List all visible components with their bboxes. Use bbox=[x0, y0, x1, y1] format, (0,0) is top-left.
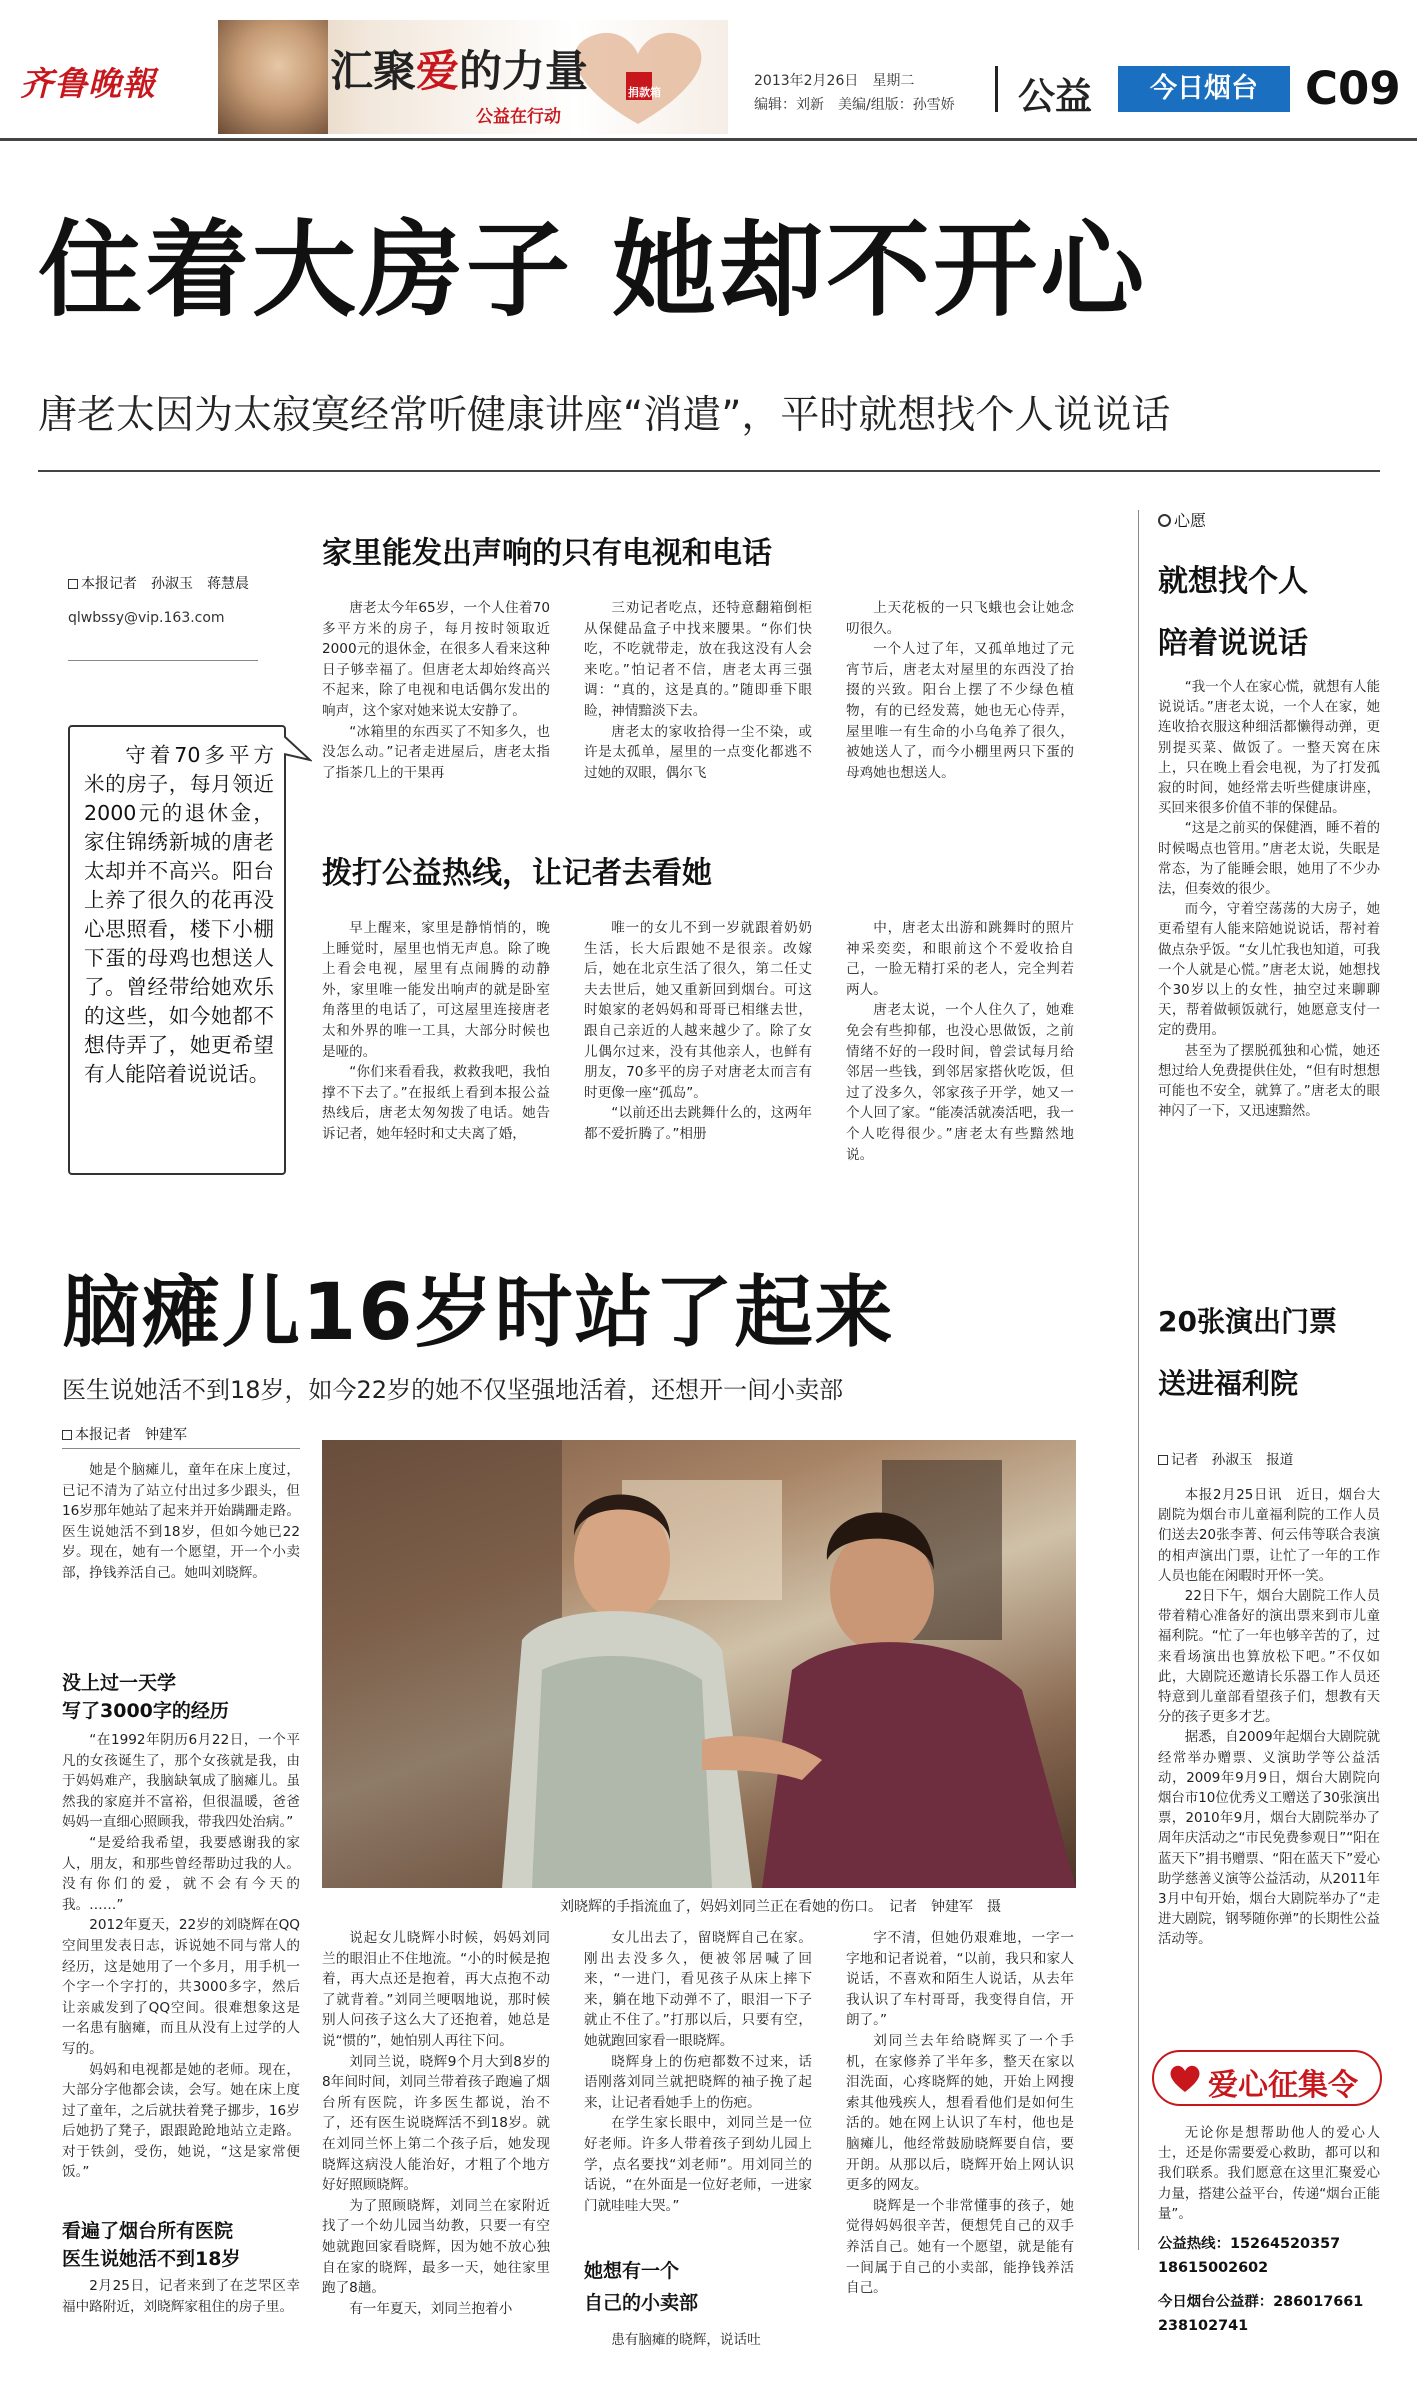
group-number-2: 238102741 bbox=[1158, 2318, 1249, 2334]
sub3-line2: 自己的小卖部 bbox=[584, 2292, 699, 2314]
edition-tag: 今日烟台 bbox=[1118, 66, 1290, 112]
love-body bbox=[1158, 2124, 1380, 2224]
group-label: 今日烟台公益群： bbox=[1158, 2294, 1274, 2310]
paragraph: 晓辉是一个非常懂事的孩子，她觉得妈妈很辛苦，便想凭自己的双手养活自己。她有一个愿望，就是能有一间属于自己的小卖部，能挣钱养活自己。 bbox=[846, 2197, 1074, 2297]
paragraph: 据悉，自2009年起烟台大剧院就经常举办赠票、义演助学等公益活动，2009年9月9日，烟台大剧院向烟台市10位优秀义工赠送了30张演出票，2010年9月，烟台大剧院举办了周年庆活动之“市民免费参观日”“阳在蓝天下”捐书赠票、“阳在蓝天下”爱心助学慈善义演等公益活动，从2011年3月中旬开始，烟台大剧院举办了“走进大剧院，钢琴随你弹”的长期性公益活动等。 bbox=[1158, 1730, 1380, 1948]
sec2-col1 bbox=[322, 918, 550, 1194]
story1-email: qlwbssy@vip.163.com bbox=[68, 610, 225, 626]
sidebar2-title-1: 20张演出门票 bbox=[1158, 1305, 1337, 1338]
wish-title-1: 就想找个人 bbox=[1158, 564, 1308, 599]
paragraph: 甚至为了摆脱孤独和心慌，她还想过给人免费提供住处，“但有时想想可能也不安全，就算了。”唐老太的眼神闪了一下，又迅速黯然。 bbox=[1158, 1043, 1380, 1120]
story2-col-c bbox=[846, 1928, 1074, 2366]
paragraph: 妈妈和电视都是她的老师。现在，大部分字他都会读，会写。她在床上度过了童年，之后就扶着凳子挪步，16岁后她扔了凳子，跟跟跄跄地站立走路。对于铁剑，受伤，她说，“这是家常便饭。” bbox=[62, 2061, 300, 2181]
story2-left-col bbox=[62, 1730, 300, 2212]
byline-rule bbox=[62, 1448, 300, 1449]
love-title: 爱心征集令 bbox=[1208, 2068, 1358, 2103]
donation-box-label: 捐款箱 bbox=[628, 86, 661, 99]
story1-subhead: 唐老太因为太寂寞经常听健康讲座“消遣”，平时就想找个人说说话 bbox=[38, 393, 1171, 438]
sec2-col2 bbox=[584, 918, 812, 1194]
paragraph: 唐老太今年65岁，一个人住着70多平方米的房子，每月按时领取近2000元的退休金，在很多人看来这种日子够幸福了。但唐老太却始终高兴不起来，除了电视和电话偶尔发出的响声，这个家对她来说太安静了。 bbox=[322, 600, 550, 719]
story1-headline: 住着大房子 她却不开心 bbox=[38, 209, 1148, 331]
paragraph: 早上醒来，家里是静悄悄的，晚上睡觉时，屋里也悄无声息。除了晚上看会电视，屋里有点闹腾的动静外，家里唯一能发出响声的就是卧室角落里的电话了，可这屋里连接唐老太和外界的唯一工具，大部分时候也是哑的。 bbox=[322, 920, 550, 1060]
byline-text: 本报记者 钟建军 bbox=[75, 1427, 187, 1443]
weekday-text: 星期二 bbox=[872, 73, 915, 89]
sub3-line1: 她想有一个 bbox=[584, 2260, 680, 2282]
sec1-col3 bbox=[846, 598, 1074, 808]
wish-title-2: 陪着说说话 bbox=[1158, 626, 1308, 661]
story1-byline bbox=[68, 573, 249, 593]
wish-body bbox=[1158, 678, 1380, 1190]
sec2-col3 bbox=[846, 918, 1074, 1194]
paragraph: 说起女儿晓辉小时候，妈妈刘同兰的眼泪止不住地流。“小的时候是抱着，再大点还是抱着，再大点抱不动了就背着。”刘同兰哽咽地说，那时候别人问孩子这么大了还抱着，她总是说“惯的”，她怕别人再往下问。 bbox=[322, 1930, 550, 2049]
banner-title-3: 的力量 bbox=[459, 47, 588, 97]
paragraph: 2月25日，记者来到了在芝罘区幸福中路附近，刘晓辉家租住的房子里。 bbox=[62, 2278, 300, 2315]
paragraph: 无论你是想帮助他人的爱心人士，还是你需要爱心救助，都可以和我们联系。我们愿意在这里汇聚爱心力量，搭建公益平台，传递“烟台正能量”。 bbox=[1158, 2126, 1380, 2222]
wish-label bbox=[1158, 508, 1206, 531]
paragraph: 晓辉身上的伤疤都数不过来，话语刚落刘同兰就把晓辉的袖子挽了起来，让记者看她手上的伤疤。 bbox=[584, 2053, 812, 2111]
sub2-line2: 医生说她活不到18岁 bbox=[62, 2248, 241, 2270]
hotline-label: 公益热线： bbox=[1158, 2236, 1230, 2252]
sec1-col2 bbox=[584, 598, 812, 808]
sec2-title: 拨打公益热线，让记者去看她 bbox=[322, 856, 712, 891]
story1-callout bbox=[68, 725, 286, 1175]
paragraph: 患有脑瘫的晓辉，说话吐 bbox=[611, 2332, 761, 2348]
paragraph: 本报2月25日讯 近日，烟台大剧院为烟台市儿童福利院的工作人员们送去20张李菁、何云伟等联合表演的相声演出门票，让忙了一年的工作人员也能在闲暇时开怀一笑。 bbox=[1158, 1488, 1380, 1584]
paragraph: 在学生家长眼中，刘同兰是一位好老师。许多人带着孩子到幼儿园上学，点名要找“刘老师”。用刘同兰的话说，“在外面是一位好老师，一进家门就哇哇大哭。” bbox=[584, 2115, 812, 2214]
story2-col-a bbox=[322, 1928, 550, 2366]
sub2-line1: 看遍了烟台所有医院 bbox=[62, 2220, 234, 2242]
banner-subtitle: 公益在行动 bbox=[476, 107, 561, 127]
wish-label-text: 心愿 bbox=[1174, 511, 1207, 530]
section-name: 公益 bbox=[1018, 75, 1092, 118]
story2-intro bbox=[62, 1460, 300, 1668]
paragraph: 为了照顾晓辉，刘同兰在家附近找了一个幼儿园当幼教，只要一有空她就跑回家看晓辉，因为她不放心独自在家的晓辉，最多一天，她往家里跑了8趟。 bbox=[322, 2197, 550, 2297]
callout-text: 守着70多平方米的房子，每月领近2000元的退休金，家住锦绣新城的唐老太却并不高兴。阳台上养了很久的花再没心思照看，楼下小棚下蛋的母鸡也想送人了。曾经带给她欢乐的这些，如今她都不想侍弄了，她更希望有人能陪着说说话。 bbox=[84, 743, 274, 1086]
photo-caption: 刘晓辉的手指流血了，妈妈刘同兰正在看她的伤口。 记者 钟建军 摄 bbox=[560, 1899, 1001, 1915]
sidebar2-body bbox=[1158, 1486, 1380, 2048]
paragraph: 中，唐老太出游和跳舞时的照片神采奕奕，和眼前这个不爱收拾自己，一脸无精打采的老人，完全判若两人。 bbox=[846, 920, 1074, 998]
hotline-row bbox=[1158, 2232, 1340, 2253]
paragraph: “我一个人在家心慌，就想有人能说说话。”唐老太说，一个人在家，她连收拾衣服这种细活都懒得动弹，更别提买菜、做饭了。一整天窝在床上，只在晚上看会电视，为了打发孤寂的时间，她经常去听些健康讲座，买回来很多价值不菲的保健品。 bbox=[1158, 680, 1380, 817]
story2-col-b bbox=[584, 1928, 812, 2228]
paragraph: 而今，守着空荡荡的大房子，她更希望有人能来陪她说说话，帮衬着做点杂乎饭。“女儿忙我也知道，可我一个人就是心慌。”唐老太说，她想找个30岁以上的女性，抽空过来聊聊天，帮着做顿饭就行，她愿意支付一定的费用。 bbox=[1158, 902, 1380, 1039]
hotline-2: 18615002602 bbox=[1158, 2260, 1269, 2276]
sub1-line1: 没上过一天学 bbox=[62, 1672, 177, 1694]
byline-divider bbox=[68, 660, 258, 661]
paragraph: 刘同兰说，晓辉9个月大到8岁的8年间时间，刘同兰带着孩子跑遍了烟台所有医院，许多医生都说，治不了，还有医生说晓辉活不到18岁。就在刘同兰怀上第二个孩子后，她发现晓辉这病没人能治好，才粗了个地方好好照顾晓辉。 bbox=[322, 2053, 550, 2194]
paragraph: 有一年夏天，刘同兰抱着小 bbox=[349, 2300, 513, 2317]
sec1-col1 bbox=[322, 598, 550, 808]
byline-text: 记者 孙淑玉 报道 bbox=[1171, 1452, 1294, 1468]
editors-credit: 编辑：刘新 美编/组版：孙雪娇 bbox=[754, 97, 955, 113]
story2-photo bbox=[322, 1440, 1076, 1888]
page-number: C09 bbox=[1305, 62, 1401, 115]
love-title-box bbox=[1152, 2050, 1382, 2106]
group-row bbox=[1158, 2290, 1363, 2311]
banner bbox=[218, 20, 728, 134]
circle-icon bbox=[1158, 514, 1171, 527]
newspaper-logo: 齐鲁晚報 bbox=[20, 64, 156, 103]
story2-headline: 脑瘫儿16岁时站了起来 bbox=[62, 1268, 895, 1358]
date-text: 2013年2月26日 bbox=[754, 73, 859, 89]
paragraph: “你们来看看我，救救我吧，我怕撑不下去了。”在报纸上看到本报公益热线后，唐老太匆匆拨了电话。她告诉记者，她年轻时和丈夫离了婚， bbox=[322, 1064, 550, 1142]
story2-byline bbox=[62, 1424, 187, 1444]
story1-rule bbox=[38, 470, 1380, 472]
paragraph: 她是个脑瘫儿，童年在床上度过，已记不清为了站立付出过多少跟头，但16岁那年她站了起来并开始蹒跚走路。医生说她活不到18岁，但如今她已22岁。现在，她有一个愿望，开一个小卖部，挣钱养活自己。她叫刘晓辉。 bbox=[62, 1462, 300, 1581]
story2-left-col-end bbox=[62, 2276, 300, 2366]
heart-icon bbox=[1168, 2062, 1202, 2094]
sub1-line2: 写了3000字的经历 bbox=[62, 1700, 229, 1722]
paragraph: 字不清，但她仍艰难地，一字一字地和记者说着，“以前，我只和家人说话，不喜欢和陌生人说话，从去年我认识了车村哥哥，我变得自信，开朗了。” bbox=[846, 1930, 1074, 2029]
banner-title-2: 爱 bbox=[416, 47, 459, 97]
paragraph: “这是之前买的保健酒，睡不着的时候喝点也管用。”唐老太说，失眠是常态，为了能睡会眼，她用了不少办法，但奏效的很少。 bbox=[1158, 821, 1380, 898]
square-icon bbox=[62, 1430, 72, 1440]
paragraph: 22日下午，烟台大剧院工作人员带着精心准备好的演出票来到市儿童福利院。“忙了一年也够辛苦的了，过来看场演出也算放松下吧。”不仅如此，大剧院还邀请长乐器工作人员还特意到儿童部看望孩子们，想教有天分的孩子更多才艺。 bbox=[1158, 1589, 1380, 1726]
paragraph: 唯一的女儿不到一岁就跟着奶奶生活，长大后跟她不是很亲。改嫁后，她在北京生活了很久，第二任丈夫去世后，她又重新回到烟台。可这时娘家的老妈妈和哥哥已相继去世，跟自己亲近的人越来越少了。除了女儿偶尔过来，没有其他亲人，也鲜有朋友，70多平的房子对唐老太而言有时更像一座“孤岛”。 bbox=[584, 920, 812, 1101]
paragraph: “在1992年阴历6月22日，一个平凡的女孩诞生了，那个女孩就是我，由于妈妈难产，我脑缺氧成了脑瘫儿。虽然我的家庭并不富裕，但很温暖，爸爸妈妈一直细心照顾我，带我四处治病。” bbox=[62, 1732, 300, 1831]
callout-pointer bbox=[284, 730, 312, 770]
story2-subhead: 医生说她活不到18岁，如今22岁的她不仅坚强地活着，还想开一间小卖部 bbox=[62, 1376, 844, 1404]
hotline-1: 15264520357 bbox=[1229, 2236, 1341, 2252]
masthead-rule bbox=[0, 138, 1417, 141]
byline-text: 本报记者 孙淑玉 蒋慧晨 bbox=[81, 576, 249, 592]
paragraph: 刘同兰去年给晓辉买了一个手机，在家修养了半年多，整天在家以泪洗面，心疼晓辉的她，开始上网搜索其他残疾人，想看看他们是如何生活的。她在网上认识了车村，他也是脑瘫儿，他经常鼓励晓辉要自信，要开朗。从那以后，晓辉开始上网认识更多的网友。 bbox=[846, 2032, 1074, 2194]
banner-photo bbox=[218, 20, 328, 134]
masthead-divider bbox=[995, 66, 998, 112]
square-icon bbox=[68, 579, 78, 589]
sidebar2-title-2: 送进福利院 bbox=[1158, 1367, 1299, 1400]
sidebar2-byline bbox=[1158, 1448, 1293, 1468]
paragraph: 一个人过了年，又孤单地过了元宵节后，唐老太对屋里的东西没了抬掇的兴致。阳台上摆了不少绿色植物，有的已经发蔫，她也无心侍弄，屋里唯一有生命的小乌龟养了很久，被她送人了，而今小棚里两只下蛋的母鸡她也想送人。 bbox=[846, 641, 1074, 781]
paragraph: “以前还出去跳舞什么的，这两年都不爱折腾了。”相册 bbox=[584, 1105, 812, 1142]
banner-title-1: 汇聚 bbox=[330, 47, 416, 97]
paragraph: “是爱给我希望，我要感谢我的家人，朋友，和那些曾经帮助过我的人。没有你们的爱，就不会有今天的我。……” bbox=[62, 1834, 300, 1913]
group-number-1: 286017661 bbox=[1273, 2294, 1364, 2310]
paragraph: 上天花板的一只飞蛾也会让她念叨很久。 bbox=[846, 600, 1074, 637]
sidebar-divider bbox=[1138, 510, 1139, 2250]
square-icon bbox=[1158, 1455, 1168, 1465]
paragraph: 三劝记者吃点，还特意翻箱倒柜从保健品盒子中找来腰果。“你们快吃，不吃就带走，放在我这没有人会来吃。”怕记者不信，唐老太再三强调：“真的，这是真的。”随即垂下眼睑，神情黯淡下去。 bbox=[584, 600, 812, 719]
sec1-title: 家里能发出声响的只有电视和电话 bbox=[322, 536, 772, 571]
paragraph: 2012年夏天，22岁的刘晓辉在QQ空间里发表日志，诉说她不同与常人的经历，这是她用了一个多月，用手机一个字一个字打的，共3000多字，然后让亲戚发到了QQ空间。很难想象这是一名患有脑瘫，而且从没有上过学的人写的。 bbox=[62, 1917, 300, 2057]
paragraph: “冰箱里的东西买了不知多久，也没怎么动。”记者走进屋后，唐老太指了指茶几上的干果再 bbox=[322, 723, 550, 781]
paragraph: 唐老太的家收拾得一尘不染，或许是太孤单，屋里的一点变化都逃不过她的双眼，偶尔飞 bbox=[584, 723, 812, 781]
paragraph: 女儿出去了，留晓辉自己在家。刚出去没多久，便被邻居喊了回来，“一进门，看见孩子从床上摔下来，躺在地下动弹不了，眼泪一下子就止不住了。”打那以后，只要有空，她就跑回家看一眼晓辉。 bbox=[584, 1930, 812, 2049]
issue-date bbox=[754, 70, 914, 90]
sub3-body bbox=[584, 2330, 812, 2360]
paragraph: 唐老太说，一个人住久了，她难免会有些抑郁，也没心思做饭，之前情绪不好的一段时间，曾尝试每月给邻居一些钱，到邻居家搭伙吃饭，但过了没多久，邻家孩子开学，她又一个人回了家。“能凑活就凑活吧，我一个人吃得很少。”唐老太有些黯然地说。 bbox=[846, 1002, 1074, 1163]
